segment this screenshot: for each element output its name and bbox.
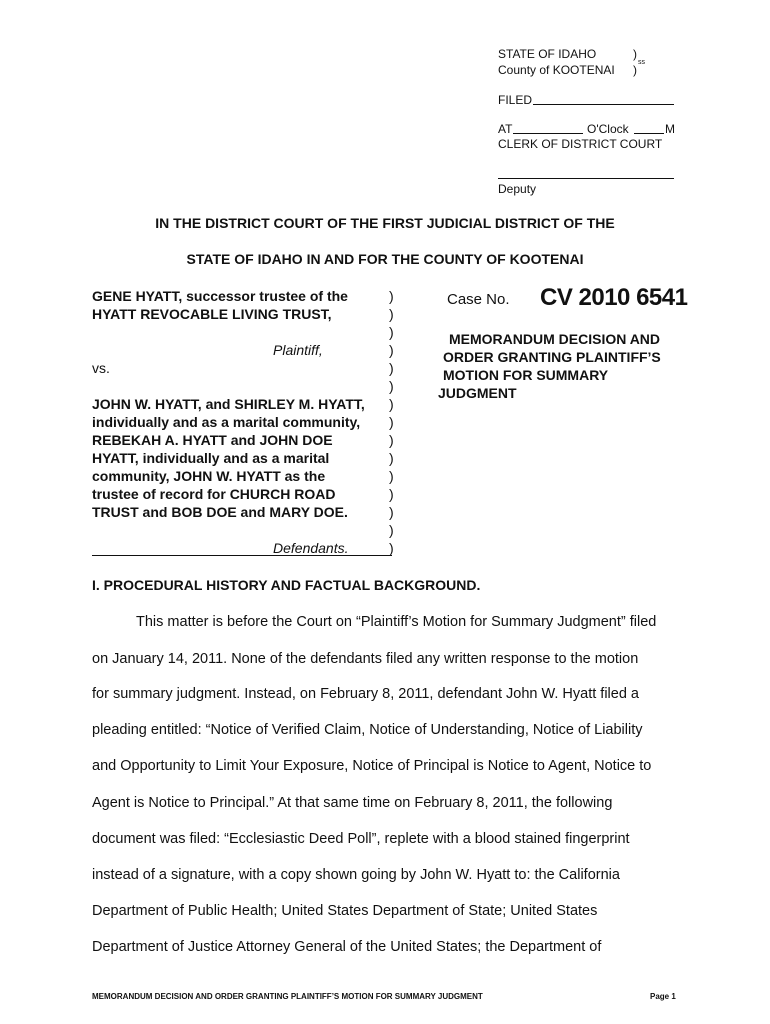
at-label: AT (498, 122, 513, 136)
document-title-line: MEMORANDUM DECISION AND (449, 331, 661, 347)
caption-paren: ) (389, 450, 394, 466)
filed-label: FILED (498, 93, 533, 107)
filed-blank (533, 104, 674, 105)
deputy-signature-line (498, 178, 674, 179)
body-line: Agent is Notice to Principal.” At that same time on February 8, 2011, the following (92, 795, 613, 811)
caption-paren: ) (389, 486, 394, 502)
case-number: CV 2010 6541 (540, 284, 688, 311)
caption-paren: ) (389, 342, 394, 358)
defendant-line: REBEKAH A. HYATT and JOHN DOE (92, 432, 333, 448)
caption-paren: ) (389, 504, 394, 520)
state-label: STATE OF IDAHO (498, 47, 597, 61)
defendant-line: trustee of record for CHURCH ROAD (92, 486, 336, 502)
document-title-line: MOTION FOR SUMMARY (443, 367, 609, 383)
body-line: pleading entitled: “Notice of Verified Claim, Notice of Understanding, Notice of Liability (92, 722, 643, 738)
caption-paren: ) (389, 414, 394, 430)
body-line: document was filed: “Ecclesiastic Deed Poll”, replete with a blood stained fingerprint (92, 831, 630, 847)
caption-paren: ) (389, 522, 394, 538)
ss-mark: ss (638, 59, 645, 66)
body-line: This matter is before the Court on “Plaintiff’s Motion for Summary Judgment” filed (136, 614, 657, 630)
defendant-line: HYATT, individually and as a marital (92, 450, 330, 466)
caption-paren: ) (389, 540, 394, 556)
county-label: County of KOOTENAI (498, 63, 615, 77)
oclock-label: O'Clock (587, 122, 629, 136)
caption-paren: ) (389, 288, 394, 304)
clerk-label: CLERK OF DISTRICT COURT (498, 137, 663, 151)
defendant-line: TRUST and BOB DOE and MARY DOE. (92, 504, 348, 520)
time-blank (513, 133, 583, 134)
versus-label: vs. (92, 360, 110, 376)
m-label: M (665, 122, 675, 136)
plaintiff-role-label: Plaintiff, (273, 342, 323, 358)
caption-paren: ) (389, 396, 394, 412)
section-heading: I. PROCEDURAL HISTORY AND FACTUAL BACKGROUND. (92, 577, 481, 593)
defendant-line: JOHN W. HYATT, and SHIRLEY M. HYATT, (92, 396, 365, 412)
caption-paren: ) (389, 468, 394, 484)
caption-paren: ) (389, 378, 394, 394)
body-line: on January 14, 2011. None of the defendants filed any written response to the motion (92, 651, 639, 667)
plaintiff-line: GENE HYATT, successor trustee of the (92, 288, 348, 304)
case-number-label: Case No. (447, 291, 510, 308)
plaintiff-line: HYATT REVOCABLE LIVING TRUST, (92, 306, 332, 322)
deputy-label: Deputy (498, 182, 537, 196)
body-line: instead of a signature, with a copy shown going by John W. Hyatt to: the California (92, 867, 620, 883)
body-line: Department of Justice Attorney General of the United States; the Department of (92, 939, 602, 955)
defendant-line: individually and as a marital community, (92, 414, 361, 430)
caption-bottom-rule (92, 555, 392, 556)
ampm-blank (634, 133, 664, 134)
footer-title: MEMORANDUM DECISION AND ORDER GRANTING PLAINTIFF’S MOTION FOR SUMMARY JUDGMENT (92, 992, 483, 1001)
page-number: Page 1 (650, 992, 676, 1001)
body-line: and Opportunity to Limit Your Exposure, Notice of Principal is Notice to Agent, Notice to (92, 758, 652, 774)
document-title-line: JUDGMENT (438, 385, 517, 401)
caption-paren: ) (389, 432, 394, 448)
body-line: for summary judgment. Instead, on February 8, 2011, defendant John W. Hyatt filed a (92, 686, 639, 702)
caption-paren: ) (389, 306, 394, 322)
court-heading-line1: IN THE DISTRICT COURT OF THE FIRST JUDICIAL DISTRICT OF THE (155, 215, 615, 231)
caption-paren: ) (389, 324, 394, 340)
document-title-line: ORDER GRANTING PLAINTIFF’S (443, 349, 661, 365)
body-line: Department of Public Health; United States Department of State; United States (92, 903, 598, 919)
court-heading-line2: STATE OF IDAHO IN AND FOR THE COUNTY OF KOOTENAI (186, 251, 584, 267)
state-paren: ) (633, 47, 637, 61)
defendant-line: community, JOHN W. HYATT as the (92, 468, 326, 484)
defendants-role-label: Defendants. (273, 540, 349, 556)
caption-paren: ) (389, 360, 394, 376)
county-paren: ) (633, 63, 637, 77)
